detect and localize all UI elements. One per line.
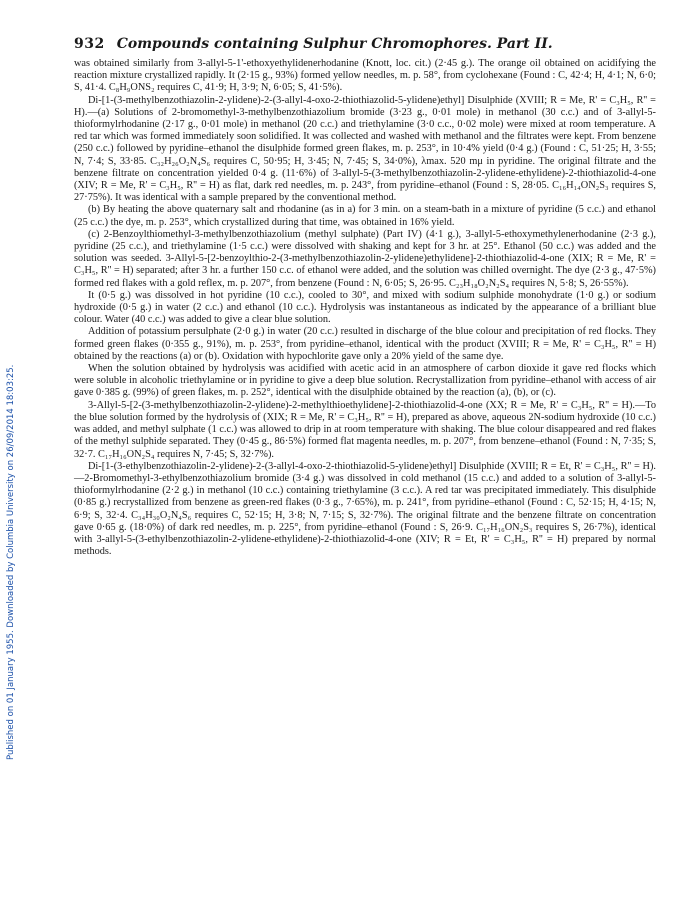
running-head bbox=[74, 36, 656, 52]
page-number: 932 bbox=[74, 36, 105, 52]
paragraph: Addition of potassium persulphate (2·0 g.) in water (20 c.c.) resulted in discharge of the blue colour and precipitation of red flocks. They formed green flakes (0·355 g., 91%), m. p. 253°, from pyridine–ethanol, identical with the product (XVIII; R = Me, R' = C₃H₅, R'' = H) obtained by the reactions (a) or (b). Oxidation with hypochlorite gave only a 20% yield of the same dye. bbox=[74, 326, 656, 362]
running-title: Compounds containing Sulphur Chromophores. Part II. bbox=[116, 36, 553, 52]
body-text bbox=[74, 58, 656, 558]
paragraph: was obtained similarly from 3-allyl-5-1'-ethoxyethylidenerhodanine (Knott, loc. cit.) (2·45 g.). The orange oil obtained on acidifying the reaction mixture crystallized rapidly. It (2·15 g., 93%) formed yellow needles, m. p. 58°, from cyclohexane (Found : C, 42·4; H, 4·1; N, 6·0; S, 41·4. C₈H₉ONS₂ requires C, 41·9; H, 3·9; N, 6·05; S, 41·5%). bbox=[74, 58, 656, 94]
paragraph: Di-[1-(3-methylbenzothiazolin-2-ylidene)-2-(3-allyl-4-oxo-2-thiothiazolid-5-ylidene)ethyl] Disulphide (XVIII; R = Me, R' = C₃H₅, R'' = H).—(a) Solutions of 2-bromomethyl-3-methylbenzothiazolium bromide (3·23 g., 0·01 mole) in methanol (30 c.c.) and of 3-allyl-5-thioformylrhodanine (2·17 g., 0·01 mole) in methanol (20 c.c.) and triethylamine (3·0 c.c., 0·02 mole) were mixed at room temperature. A red tar which was formed immediately soon solidified. It was collected and washed with methanol and the filtrates were kept. From benzene (250 c.c.) followed by pyridine–ethanol the disulphide formed green flakes, m. p. 253°, in 10·4% yield (0·4 g.) (Found : C, 51·25; H, 3·55; N, 7·4; S, 33·85. C₃₂H₂₆O₂N₄S₆ requires C, 50·95; H, 3·45; N, 7·45; S, 34·0%), λmax. 520 mμ in pyridine. The original filtrate and the benzene filtrate on concentration yielded 0·4 g. (11·6%) of 3-allyl-5-(3-methylbenzothiazolin-2-ylidene-ethylidene)-2-thiothiazolid-4-one (XIV; R = Me, R' = C₃H₅, R'' = H) as flat, dark red needles, m. p. 243°, from pyridine–ethanol (Found : S, 28·05. C₁₆H₁₄ON₂S₃ requires S, 27·75%). It was identical with a sample prepared by the conventional method. bbox=[74, 94, 656, 204]
page bbox=[74, 36, 656, 558]
paragraph: When the solution obtained by hydrolysis was acidified with acetic acid in an atmosphere of carbon dioxide it gave red flocks which were soluble in alcoholic triethylamine or in pyridine to give a deep blue solution. Recrystallization from pyridine–ethanol with access of air gave 0·385 g. (99%) of green flakes, m. p. 252°, identical with the disulphide obtained by the reaction (a), (b), or (c). bbox=[74, 363, 656, 399]
paragraph: (b) By heating the above quaternary salt and rhodanine (as in a) for 3 min. on a steam-bath in a mixture of pyridine (5 c.c.) and ethanol (25 c.c.) the dye, m. p. 253°, which crystallized during that time, was obtained in 16% yield. bbox=[74, 204, 656, 228]
paragraph: Di-[1-(3-ethylbenzothiazolin-2-ylidene)-2-(3-allyl-4-oxo-2-thiothiazolid-5-ylidene)ethyl] Disulphide (XVIII; R = Et, R' = C₃H₅, R'' = H).—2-Bromomethyl-3-ethylbenzothiazolium bromide (3·4 g.) was dissolved in cold methanol (15 c.c.) and added to a solution of 3-allyl-5-thioformylrhodanine (2·2 g.) in methanol (10 c.c.) containing triethylamine (3 c.c.). A red tar was precipitated immediately. This disulphide (0·85 g.) recrystallized from benzene as green-red flakes (0·3 g., 7·65%), m. p. 241°, from pyridine–ethanol (Found : C, 52·15; H, 4·15; N, 6·9; S, 32·4. C₃₄H₃₀O₂N₄S₆ requires C, 52·15; H, 3·8; N, 7·15; S, 32·7%). The original filtrate and the benzene filtrate on concentration gave 0·65 g. (18·0%) of dark red needles, m. p. 225°, from pyridine–ethanol (Found : S, 26·9. C₁₇H₁₆ON₂S₃ requires S, 26·7%), identical with 3-allyl-5-(3-ethylbenzothiazolin-2-ylidene-ethylidene)-2-thiothiazolid-4-one (XIV; R = Et, R' = C₃H₅, R'' = H) prepared by normal methods. bbox=[74, 460, 656, 558]
paragraph: It (0·5 g.) was dissolved in hot pyridine (10 c.c.), cooled to 30°, and mixed with sodium sulphide monohydrate (1·0 g.) or sodium hydroxide (0·5 g.) in water (2 c.c.) and ethanol (10 c.c.). Hydrolysis was instantaneous as indicated by the appearance of a brilliant blue colour. Water (40 c.c.) was added to give a clear blue solution. bbox=[74, 289, 656, 326]
paragraph: (c) 2-Benzoylthiomethyl-3-methylbenzothiazolium (methyl sulphate) (Part IV) (4·1 g.), 3-allyl-5-ethoxymethylenerhodanine (2·3 g.), pyridine (25 c.c.), and triethylamine (1·5 c.c.) were dissolved with shaking and kept for 3 hr. at 25°. Ethanol (50 c.c.) was added and the solution was seeded. 3-Allyl-5-[2-benzoylthio-2-(3-methylbenzothiazolin-2-ylidene)ethylidene]-2-thiothiazolid-4-one (XIX; R = Me, R' = C₃H₅, R'' = H) separated; after 3 hr. a further 150 c.c. of ethanol were added, and the solution was chilled overnight. The dye (2·3 g., 47·5%) formed red flakes with a gold reflex, m. p. 207°, from benzene (Found : N, 6·05; S, 26·95. C₂₃H₁₈O₂N₂S₄ requires N, 5·8; S, 26·55%). bbox=[74, 228, 656, 289]
paragraph: 3-Allyl-5-[2-(3-methylbenzothiazolin-2-ylidene)-2-methylthioethylidene]-2-thiothiazolid-4-one (XX; R = Me, R' = C₃H₅, R'' = H).—To the blue solution formed by the hydrolysis of (XIX; R = Me, R' = C₃H₅, R'' = H), prepared as above, aqueous 2N-sodium hydroxide (10 c.c.) was added, and methyl sulphate (1 c.c.) was allowed to drip in at room temperature with shaking. The blue colour disappeared and red flakes of the methyl sulphide separated. They (0·45 g., 86·5%) formed flat magenta needles, m. p. 207°, from benzene–ethanol (Found : N, 7·35; S, 32·7. C₁₇H₁₆ON₂S₄ requires N, 7·45; S, 32·7%). bbox=[74, 399, 656, 460]
download-notice: Published on 01 January 1955. Downloaded by Columbia University on 26/09/2014 18:03:25. bbox=[6, 364, 16, 760]
